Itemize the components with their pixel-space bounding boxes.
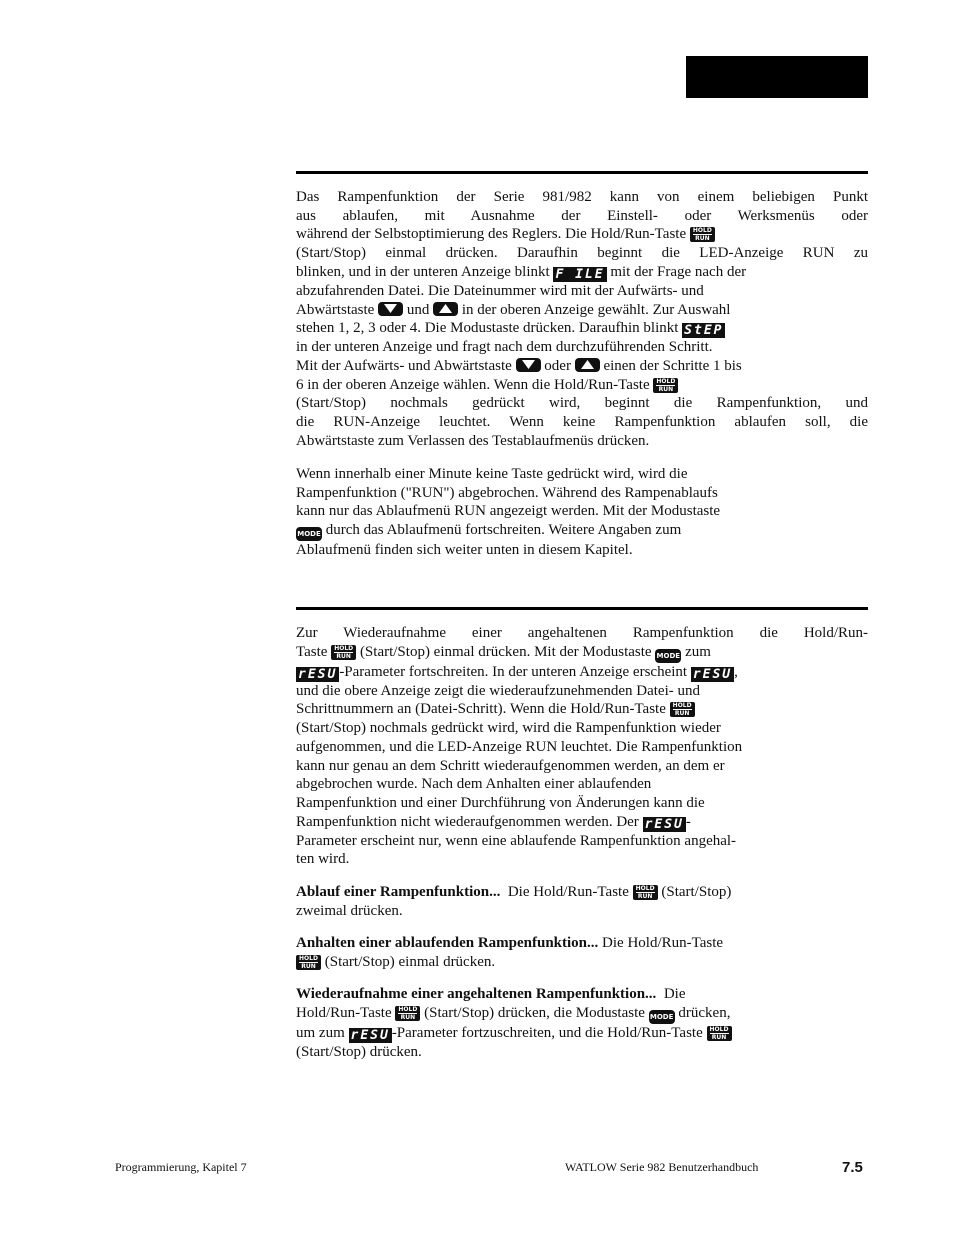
hold-run-key-icon: HOLD RUN [653,378,678,393]
hold-ramp-heading: Anhalten einer ablaufenden Rampenfunktion... [296,935,599,951]
paragraph-run-ramp: Ablauf einer Rampenfunktion... Die Hold/Run-Taste HOLD RUN (Start/Stop) zweimal drücken. [296,884,732,919]
up-arrow-key-icon [433,302,458,316]
mode-key-icon: MODE [655,649,681,663]
resume-ramp-heading: Wiederaufnahme einer angehaltenen Rampenfunktion... [296,986,657,1002]
file-display-icon: F ILE [555,266,605,282]
paragraph-hold-ramp: Anhalten einer ablaufenden Rampenfunktion... Die Hold/Run-Taste HOLD RUN (Start/Stop) einmal drücken. [296,935,724,970]
resu-display-icon: rESU [644,816,684,832]
up-arrow-key-icon [575,358,600,372]
paragraph-ramp-resume: Zur Wiederaufnahme einer angehaltenen Rampenfunktion die Hold/Run- Taste HOLD RUN (Start/Stop) einmal drücken. Mit der Modustaste MODE zum rESU -Parameter fortschreiten. In der unteren Anzeige erscheint rESU , und die obere Anzeige zeigt die wiederaufzunehmenden Datei- und Schrittnummern an (Datei-Schritt). Wenn die Hold/Run-Taste HOLD RUN (Start/Stop) nochmals gedrückt wird, wird die Rampenfunktion wieder aufgenommen, und die LED-Anzeige RUN leuchtet. Die Rampenfunktion kann nur genau an dem Schritt wiederaufgenommen werden, an dem er abgebrochen wurde. Nach dem Anhalten einer ablaufenden Rampenfunktion und einer Durchführung von Änderungen kann die Rampenfunktion nicht wiederaufgenommen werden. Der rESU - Parameter erscheint nur, wenn eine ablaufende Rampenfunktion angehal- ten wird. [296,625,868,868]
hold-run-key-icon: HOLD RUN [331,645,356,660]
mode-key-icon: MODE [649,1010,675,1024]
section-rule-middle [296,607,868,610]
hold-run-key-icon: HOLD RUN [395,1006,420,1021]
paragraph-ramp-start: Das Rampenfunktion der Serie 981/982 kann von einem beliebigen Punkt aus ablaufen, mit Ausnahme der Einstell- oder Werksmenüs oder während der Selbstoptimierung des Reglers. Die Hold/Run-Taste HOLD RUN (Start/Stop) einmal drücken. Daraufhin beginnt die LED-Anzeige RUN zu blinken, und in der unteren Anzeige blinkt F ILE mit der Frage nach der abzufahrenden Datei. Die Dateinummer wird mit der Aufwärts- und Abwärtstaste und in der oberen Anzeige gewählt. Zur Auswahl stehen 1, 2, 3 oder 4. Die Modustaste drücken. Daraufhin blinkt StEP in der unteren Anzeige und fragt nach dem durchzuführenden Schritt. Mit der Aufwärts- und Abwärtstaste oder einen der Schritte 1 bis 6 in der oberen Anzeige wählen. Wenn die Hold/Run-Taste HOLD RUN (Start/Stop) nochmals gedrückt wird, beginnt die Rampenfunktion, und die RUN-Anzeige leuchtet. Wenn keine Rampenfunktion ablaufen soll, die Abwärtstaste zum Verlassen des Testablaufmenüs drücken. [296,189,868,449]
resu-display-icon: rESU [298,666,338,682]
down-arrow-key-icon [516,358,541,372]
hold-run-key-icon: HOLD RUN [296,955,321,970]
page-number: 7.5 [842,1159,863,1176]
step-display-icon: StEP [684,323,724,339]
chapter-tab-block [686,56,868,98]
hold-run-key-icon: HOLD RUN [690,227,715,242]
hold-run-key-icon: HOLD RUN [707,1026,732,1041]
down-arrow-key-icon [378,302,403,316]
mode-key-icon: MODE [296,527,322,541]
run-ramp-heading: Ablauf einer Rampenfunktion... [296,884,501,900]
section-rule-top [296,171,868,174]
hold-run-key-icon: HOLD RUN [670,702,695,717]
hold-run-key-icon: HOLD RUN [633,885,658,900]
resu-display-icon: rESU [350,1027,390,1043]
paragraph-resume-ramp: Wiederaufnahme einer angehaltenen Rampenfunktion... Die Hold/Run-Taste HOLD RUN (Start/Stop) drücken, die Modustaste MODE drücken, um zum rESU -Parameter fortzuschreiten, und die Hold/Run-Taste HOLD RUN (Start/Stop) drücken. [296,986,731,1060]
resu-display-icon: rESU [692,666,733,682]
footer-chapter-label: Programmierung, Kapitel 7 [115,1160,247,1174]
paragraph-ramp-timeout: Wenn innerhalb einer Minute keine Taste gedrückt wird, wird die Rampenfunktion ("RUN") abgebrochen. Während des Rampenablaufs kann nur das Ablaufmenü RUN angezeigt werden. Mit der Modustaste MODE durch das Ablaufmenü fortschreiten. Weitere Angaben zum Ablaufmenü finden sich weiter unten in diesem Kapitel. [296,466,721,559]
footer-manual-title: WATLOW Serie 982 Benutzerhandbuch [565,1160,759,1174]
